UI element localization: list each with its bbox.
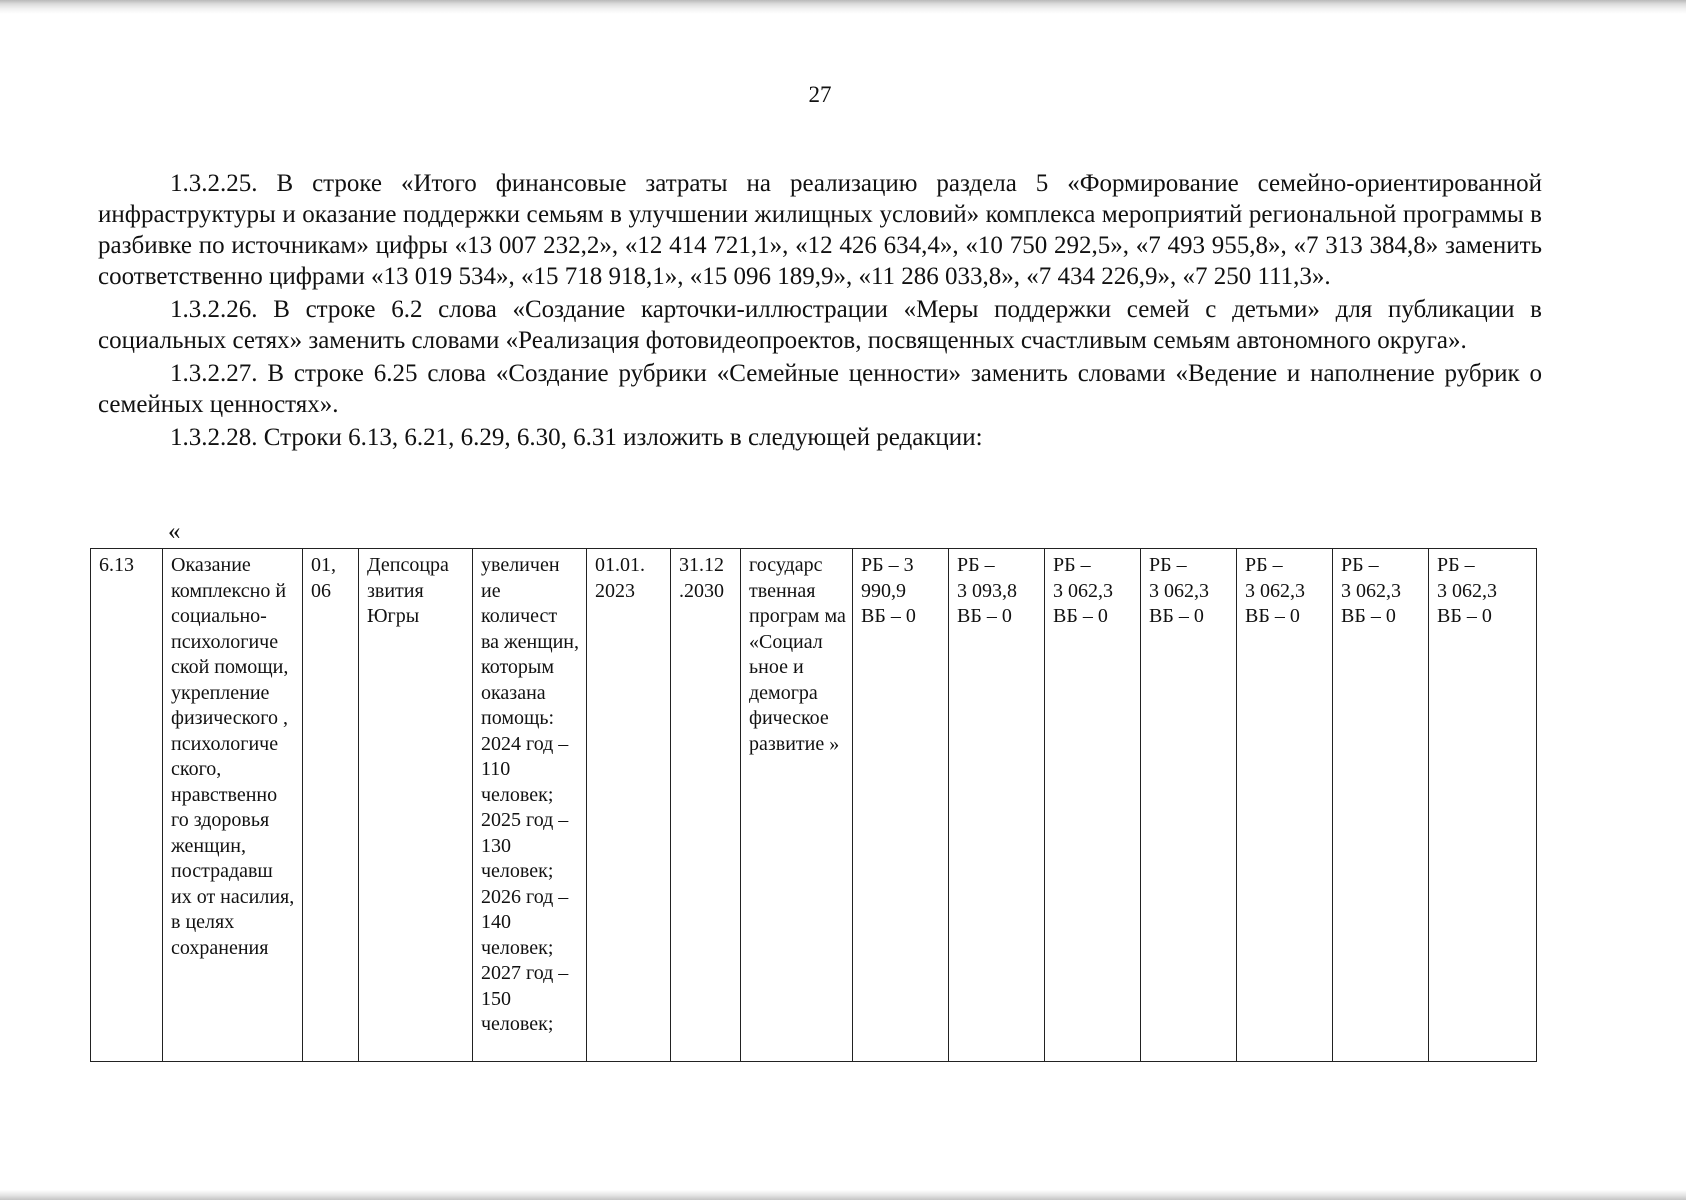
cell-funding-5: РБ – 3 062,3 ВБ – 0 [1237,549,1333,1062]
paragraph-1-3-2-25: 1.3.2.25. В строке «Итого финансовые затраты на реализацию раздела 5 «Формирование семейно-ориентированной инфраструктуры и оказание поддержки семьям в улучшении жилищных условий» комплекса мероприятий региональной программы в разбивке по источникам» цифры «13 007 232,2», «12 414 721,1», «12 426 634,4», «10 750 292,5», «7 493 955,8», «7 313 384,8» заменить соответственно цифрами «13 019 534», «15 718 918,1», «15 096 189,9», «11 286 033,8», «7 434 226,9», «7 250 111,3». [98,170,1542,290]
scan-edge-bottom [0,1190,1686,1200]
cell-end-date: 31.12 .2030 [671,549,741,1062]
cell-start-date: 01.01. 2023 [587,549,671,1062]
activities-table [90,548,1537,1062]
cell-indicator: увеличен ие количест ва женщин, которым оказана помощь: 2024 год – 110 человек; 2025 год – 130 человек; 2026 год – 140 человек; 2027 год – 150 человек; [473,549,587,1062]
cell-row-number: 6.13 [91,549,163,1062]
cell-codes: 01, 06 [303,549,359,1062]
cell-funding-2: РБ – 3 093,8 ВБ – 0 [949,549,1045,1062]
scan-edge-top [0,0,1686,14]
cell-program: государс твенная програм ма «Социал ьное и демогра фическое развитие » [741,549,853,1062]
paragraph-1-3-2-28: 1.3.2.28. Строки 6.13, 6.21, 6.29, 6.30, 6.31 изложить в следующей редакции: [170,424,983,451]
cell-funding-1: РБ – 3 990,9 ВБ – 0 [853,549,949,1062]
cell-funding-7: РБ – 3 062,3 ВБ – 0 [1429,549,1537,1062]
paragraph-1-3-2-27: 1.3.2.27. В строке 6.25 слова «Создание рубрики «Семейные ценности» заменить словами «Ведение и наполнение рубрик о семейных ценностях». [98,360,1542,418]
cell-funding-6: РБ – 3 062,3 ВБ – 0 [1333,549,1429,1062]
page-number: 27 [808,82,832,107]
cell-funding-3: РБ – 3 062,3 ВБ – 0 [1045,549,1141,1062]
cell-funding-4: РБ – 3 062,3 ВБ – 0 [1141,549,1237,1062]
opening-quote-mark: « [168,518,181,545]
table-row [91,549,1537,1062]
paragraph-1-3-2-26: 1.3.2.26. В строке 6.2 слова «Создание карточки-иллюстрации «Меры поддержки семей с детьми» для публикации в социальных сетях» заменить словами «Реализация фотовидеопроектов, посвященных счастливым семьям автономного округа». [98,296,1542,354]
cell-executor: Депсоцра звития Югры [359,549,473,1062]
cell-activity: Оказание комплексно й социально-психологиче ской помощи, укрепление физического , психологиче ского, нравственно го здоровья женщин, пострадавш их от насилия, в целях сохранения [163,549,303,1062]
document-body [98,168,1542,453]
